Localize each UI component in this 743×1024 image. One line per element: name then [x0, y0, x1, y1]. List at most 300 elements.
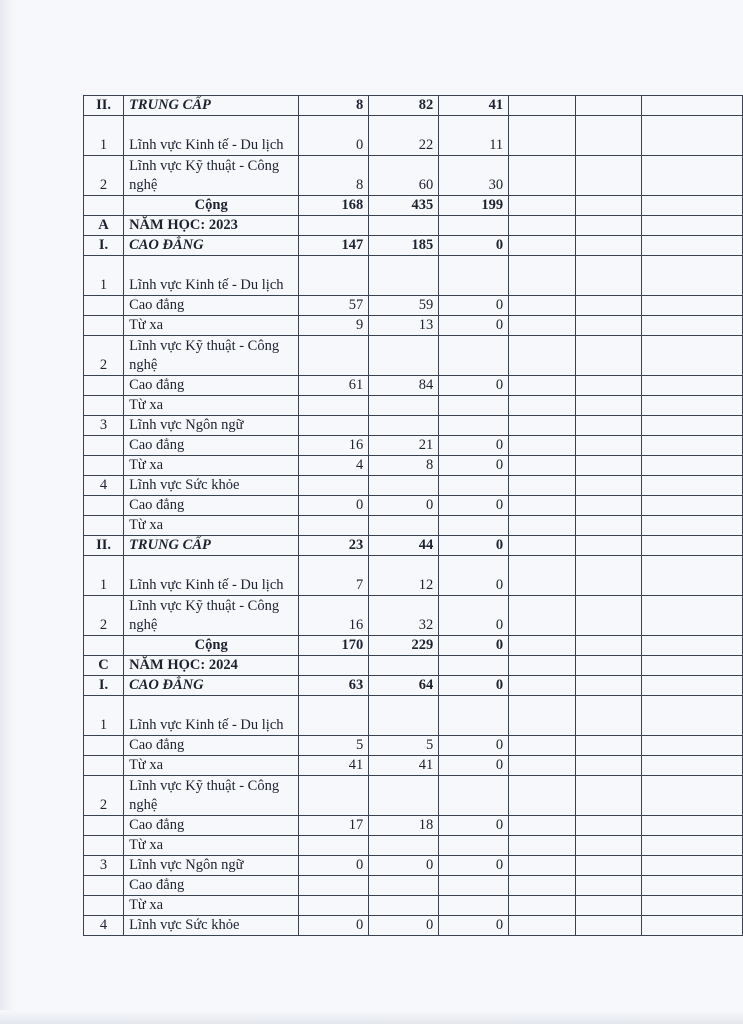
- empty-cell: [642, 596, 743, 636]
- empty-cell: [575, 116, 641, 156]
- table-row: [84, 316, 743, 336]
- value-2-cell: 229: [369, 636, 439, 656]
- value-1-cell: [299, 776, 369, 816]
- empty-cell: [575, 336, 641, 376]
- row-number-cell: I.: [84, 236, 124, 256]
- row-number-cell: 3: [84, 856, 124, 876]
- value-2-cell: [369, 476, 439, 496]
- empty-cell: [575, 916, 641, 936]
- row-label-cell: Từ xa: [124, 316, 299, 336]
- value-2-cell: [369, 836, 439, 856]
- table-row: [84, 696, 743, 736]
- table-row: [84, 896, 743, 916]
- value-3-cell: 0: [439, 556, 509, 596]
- value-2-cell: 21: [369, 436, 439, 456]
- empty-cell: [509, 296, 575, 316]
- empty-cell: [642, 396, 743, 416]
- table-row: [84, 596, 743, 636]
- table-row: [84, 456, 743, 476]
- empty-cell: [575, 496, 641, 516]
- value-3-cell: 0: [439, 436, 509, 456]
- row-label-cell: Từ xa: [124, 456, 299, 476]
- empty-cell: [575, 856, 641, 876]
- table-row: [84, 876, 743, 896]
- empty-cell: [509, 656, 575, 676]
- empty-cell: [642, 836, 743, 856]
- row-number-cell: [84, 736, 124, 756]
- empty-cell: [509, 876, 575, 896]
- row-label-cell: Từ xa: [124, 836, 299, 856]
- row-number-cell: [84, 196, 124, 216]
- value-2-cell: [369, 416, 439, 436]
- empty-cell: [575, 416, 641, 436]
- value-3-cell: 0: [439, 596, 509, 636]
- empty-cell: [509, 696, 575, 736]
- empty-cell: [509, 336, 575, 376]
- value-3-cell: 0: [439, 856, 509, 876]
- value-3-cell: 0: [439, 496, 509, 516]
- empty-cell: [575, 316, 641, 336]
- value-2-cell: 18: [369, 816, 439, 836]
- empty-cell: [642, 816, 743, 836]
- row-number-cell: C: [84, 656, 124, 676]
- table-row: [84, 256, 743, 296]
- table-row: [84, 296, 743, 316]
- empty-cell: [642, 296, 743, 316]
- value-1-cell: [299, 876, 369, 896]
- value-2-cell: 44: [369, 536, 439, 556]
- value-3-cell: 0: [439, 756, 509, 776]
- table-row: [84, 676, 743, 696]
- value-1-cell: 168: [299, 196, 369, 216]
- value-1-cell: 8: [299, 96, 369, 116]
- value-2-cell: [369, 696, 439, 736]
- empty-cell: [509, 216, 575, 236]
- row-number-cell: 1: [84, 696, 124, 736]
- empty-cell: [642, 256, 743, 296]
- value-1-cell: 147: [299, 236, 369, 256]
- row-label-cell: Lĩnh vực Kỹ thuật - Công nghệ: [124, 336, 299, 376]
- row-label-cell: CAO ĐẲNG: [124, 676, 299, 696]
- table-row: [84, 756, 743, 776]
- row-label-cell: NĂM HỌC: 2023: [124, 216, 299, 236]
- empty-cell: [509, 316, 575, 336]
- value-3-cell: [439, 476, 509, 496]
- empty-cell: [642, 636, 743, 656]
- row-number-cell: [84, 296, 124, 316]
- empty-cell: [642, 316, 743, 336]
- row-label-cell: Cao đẳng: [124, 876, 299, 896]
- empty-cell: [575, 456, 641, 476]
- value-1-cell: 9: [299, 316, 369, 336]
- empty-cell: [575, 556, 641, 596]
- row-number-cell: [84, 756, 124, 776]
- empty-cell: [642, 156, 743, 196]
- value-1-cell: 0: [299, 496, 369, 516]
- empty-cell: [575, 296, 641, 316]
- row-label-cell: Cộng: [124, 636, 299, 656]
- empty-cell: [642, 696, 743, 736]
- value-3-cell: 0: [439, 676, 509, 696]
- row-label-cell: TRUNG CẤP: [124, 96, 299, 116]
- empty-cell: [509, 856, 575, 876]
- value-2-cell: [369, 336, 439, 376]
- table-row: [84, 836, 743, 856]
- empty-cell: [642, 516, 743, 536]
- row-label-cell: Cao đẳng: [124, 816, 299, 836]
- table-row: [84, 416, 743, 436]
- table-row: [84, 496, 743, 516]
- value-2-cell: 0: [369, 856, 439, 876]
- empty-cell: [509, 816, 575, 836]
- value-2-cell: [369, 216, 439, 236]
- value-1-cell: 17: [299, 816, 369, 836]
- row-number-cell: [84, 396, 124, 416]
- value-3-cell: [439, 336, 509, 376]
- scan-edge-left: [0, 0, 14, 1024]
- empty-cell: [642, 196, 743, 216]
- value-3-cell: 199: [439, 196, 509, 216]
- table-row: [84, 216, 743, 236]
- row-number-cell: [84, 496, 124, 516]
- table-row: [84, 816, 743, 836]
- value-1-cell: [299, 476, 369, 496]
- empty-cell: [509, 236, 575, 256]
- value-1-cell: 16: [299, 436, 369, 456]
- value-1-cell: 0: [299, 856, 369, 876]
- row-number-cell: [84, 816, 124, 836]
- value-1-cell: [299, 396, 369, 416]
- row-label-cell: Từ xa: [124, 756, 299, 776]
- value-1-cell: [299, 656, 369, 676]
- row-label-cell: Cộng: [124, 196, 299, 216]
- row-label-cell: Lĩnh vực Ngôn ngữ: [124, 856, 299, 876]
- row-number-cell: [84, 636, 124, 656]
- value-2-cell: 84: [369, 376, 439, 396]
- empty-cell: [509, 536, 575, 556]
- empty-cell: [509, 476, 575, 496]
- empty-cell: [575, 436, 641, 456]
- table-row: [84, 196, 743, 216]
- row-label-cell: Lĩnh vực Sức khỏe: [124, 916, 299, 936]
- row-label-cell: Từ xa: [124, 516, 299, 536]
- value-1-cell: [299, 256, 369, 296]
- empty-cell: [575, 536, 641, 556]
- row-number-cell: 3: [84, 416, 124, 436]
- empty-cell: [509, 496, 575, 516]
- row-number-cell: II.: [84, 96, 124, 116]
- table-row: [84, 736, 743, 756]
- row-number-cell: 1: [84, 556, 124, 596]
- value-2-cell: [369, 876, 439, 896]
- value-2-cell: 41: [369, 756, 439, 776]
- value-2-cell: 32: [369, 596, 439, 636]
- empty-cell: [642, 236, 743, 256]
- table-row: [84, 916, 743, 936]
- row-number-cell: A: [84, 216, 124, 236]
- empty-cell: [642, 876, 743, 896]
- value-2-cell: [369, 656, 439, 676]
- value-3-cell: [439, 836, 509, 856]
- row-number-cell: 4: [84, 916, 124, 936]
- row-label-cell: Lĩnh vực Kinh tế - Du lịch: [124, 696, 299, 736]
- table-row: [84, 436, 743, 456]
- empty-cell: [509, 556, 575, 596]
- value-3-cell: [439, 396, 509, 416]
- value-3-cell: 11: [439, 116, 509, 156]
- value-2-cell: 60: [369, 156, 439, 196]
- value-1-cell: 57: [299, 296, 369, 316]
- empty-cell: [642, 756, 743, 776]
- table-row: [84, 96, 743, 116]
- row-label-cell: Từ xa: [124, 896, 299, 916]
- table-row: [84, 656, 743, 676]
- empty-cell: [642, 116, 743, 156]
- value-2-cell: 12: [369, 556, 439, 596]
- empty-cell: [575, 736, 641, 756]
- table-row: [84, 156, 743, 196]
- empty-cell: [509, 896, 575, 916]
- empty-cell: [509, 456, 575, 476]
- empty-cell: [642, 896, 743, 916]
- value-1-cell: 8: [299, 156, 369, 196]
- value-2-cell: 0: [369, 496, 439, 516]
- table-row: [84, 116, 743, 156]
- empty-cell: [642, 476, 743, 496]
- row-label-cell: Lĩnh vực Kinh tế - Du lịch: [124, 556, 299, 596]
- empty-cell: [575, 836, 641, 856]
- empty-cell: [509, 736, 575, 756]
- value-2-cell: 8: [369, 456, 439, 476]
- value-3-cell: 30: [439, 156, 509, 196]
- empty-cell: [509, 836, 575, 856]
- value-3-cell: [439, 216, 509, 236]
- empty-cell: [509, 196, 575, 216]
- enrollment-table-body: [84, 96, 743, 936]
- value-2-cell: [369, 396, 439, 416]
- row-number-cell: [84, 316, 124, 336]
- value-2-cell: 64: [369, 676, 439, 696]
- empty-cell: [509, 636, 575, 656]
- row-label-cell: NĂM HỌC: 2024: [124, 656, 299, 676]
- table-row: [84, 516, 743, 536]
- row-number-cell: [84, 456, 124, 476]
- row-number-cell: 2: [84, 596, 124, 636]
- row-number-cell: I.: [84, 676, 124, 696]
- row-label-cell: Lĩnh vực Kỹ thuật - Công nghệ: [124, 776, 299, 816]
- table-row: [84, 236, 743, 256]
- empty-cell: [575, 816, 641, 836]
- empty-cell: [642, 216, 743, 236]
- row-label-cell: CAO ĐẲNG: [124, 236, 299, 256]
- value-1-cell: [299, 836, 369, 856]
- empty-cell: [509, 396, 575, 416]
- table-row: [84, 636, 743, 656]
- empty-cell: [575, 696, 641, 736]
- value-3-cell: 0: [439, 816, 509, 836]
- empty-cell: [642, 556, 743, 596]
- table-row: [84, 376, 743, 396]
- row-number-cell: [84, 376, 124, 396]
- empty-cell: [642, 496, 743, 516]
- empty-cell: [642, 916, 743, 936]
- value-2-cell: [369, 896, 439, 916]
- empty-cell: [509, 96, 575, 116]
- empty-cell: [509, 156, 575, 196]
- empty-cell: [642, 656, 743, 676]
- value-3-cell: [439, 776, 509, 816]
- value-1-cell: 7: [299, 556, 369, 596]
- row-label-cell: Lĩnh vực Ngôn ngữ: [124, 416, 299, 436]
- value-3-cell: 0: [439, 236, 509, 256]
- empty-cell: [575, 756, 641, 776]
- empty-cell: [575, 476, 641, 496]
- row-label-cell: Cao đẳng: [124, 296, 299, 316]
- value-3-cell: 0: [439, 376, 509, 396]
- table-row: [84, 856, 743, 876]
- enrollment-table: [83, 95, 743, 936]
- empty-cell: [575, 156, 641, 196]
- value-3-cell: [439, 656, 509, 676]
- row-label-cell: Cao đẳng: [124, 496, 299, 516]
- row-number-cell: [84, 836, 124, 856]
- value-3-cell: [439, 516, 509, 536]
- value-3-cell: [439, 896, 509, 916]
- empty-cell: [509, 416, 575, 436]
- empty-cell: [642, 856, 743, 876]
- value-1-cell: 61: [299, 376, 369, 396]
- row-label-cell: Từ xa: [124, 396, 299, 416]
- empty-cell: [575, 896, 641, 916]
- empty-cell: [642, 96, 743, 116]
- empty-cell: [642, 456, 743, 476]
- value-3-cell: [439, 876, 509, 896]
- row-label-cell: Cao đẳng: [124, 376, 299, 396]
- table-row: [84, 776, 743, 816]
- value-3-cell: [439, 256, 509, 296]
- empty-cell: [575, 196, 641, 216]
- row-label-cell: Cao đẳng: [124, 736, 299, 756]
- row-label-cell: TRUNG CẤP: [124, 536, 299, 556]
- value-1-cell: [299, 696, 369, 736]
- row-label-cell: Cao đẳng: [124, 436, 299, 456]
- value-3-cell: 0: [439, 456, 509, 476]
- row-number-cell: 2: [84, 776, 124, 816]
- value-2-cell: 185: [369, 236, 439, 256]
- value-2-cell: [369, 776, 439, 816]
- value-1-cell: 63: [299, 676, 369, 696]
- row-label-cell: Lĩnh vực Kỹ thuật - Công nghệ: [124, 156, 299, 196]
- row-number-cell: 4: [84, 476, 124, 496]
- empty-cell: [642, 676, 743, 696]
- empty-cell: [642, 776, 743, 816]
- value-1-cell: [299, 336, 369, 376]
- empty-cell: [575, 876, 641, 896]
- table-row: [84, 556, 743, 596]
- value-3-cell: 0: [439, 536, 509, 556]
- value-2-cell: [369, 256, 439, 296]
- value-1-cell: 0: [299, 916, 369, 936]
- empty-cell: [509, 596, 575, 636]
- value-3-cell: 0: [439, 636, 509, 656]
- empty-cell: [642, 536, 743, 556]
- value-2-cell: 13: [369, 316, 439, 336]
- value-1-cell: 4: [299, 456, 369, 476]
- value-1-cell: 0: [299, 116, 369, 156]
- empty-cell: [642, 416, 743, 436]
- value-1-cell: [299, 896, 369, 916]
- empty-cell: [575, 96, 641, 116]
- empty-cell: [575, 216, 641, 236]
- empty-cell: [575, 636, 641, 656]
- empty-cell: [575, 256, 641, 296]
- row-number-cell: 2: [84, 156, 124, 196]
- empty-cell: [509, 516, 575, 536]
- empty-cell: [509, 116, 575, 156]
- row-number-cell: II.: [84, 536, 124, 556]
- empty-cell: [509, 676, 575, 696]
- row-number-cell: 2: [84, 336, 124, 376]
- empty-cell: [575, 396, 641, 416]
- table-row: [84, 536, 743, 556]
- row-number-cell: 1: [84, 116, 124, 156]
- value-1-cell: [299, 216, 369, 236]
- value-1-cell: [299, 516, 369, 536]
- empty-cell: [509, 916, 575, 936]
- row-label-cell: Lĩnh vực Kỹ thuật - Công nghệ: [124, 596, 299, 636]
- value-1-cell: 170: [299, 636, 369, 656]
- table-row: [84, 476, 743, 496]
- value-3-cell: 0: [439, 316, 509, 336]
- empty-cell: [509, 776, 575, 816]
- value-3-cell: 0: [439, 916, 509, 936]
- value-1-cell: 23: [299, 536, 369, 556]
- table-row: [84, 336, 743, 376]
- scan-edge-bottom: [0, 1010, 743, 1024]
- value-2-cell: 22: [369, 116, 439, 156]
- value-3-cell: 41: [439, 96, 509, 116]
- empty-cell: [642, 336, 743, 376]
- value-3-cell: [439, 416, 509, 436]
- empty-cell: [509, 256, 575, 296]
- value-1-cell: [299, 416, 369, 436]
- value-2-cell: 5: [369, 736, 439, 756]
- value-1-cell: 41: [299, 756, 369, 776]
- row-number-cell: 1: [84, 256, 124, 296]
- empty-cell: [575, 596, 641, 636]
- empty-cell: [575, 776, 641, 816]
- row-label-cell: Lĩnh vực Sức khỏe: [124, 476, 299, 496]
- value-2-cell: [369, 516, 439, 536]
- value-3-cell: 0: [439, 736, 509, 756]
- empty-cell: [575, 676, 641, 696]
- table-row: [84, 396, 743, 416]
- value-2-cell: 435: [369, 196, 439, 216]
- row-number-cell: [84, 876, 124, 896]
- value-1-cell: 16: [299, 596, 369, 636]
- empty-cell: [575, 656, 641, 676]
- empty-cell: [509, 376, 575, 396]
- row-number-cell: [84, 436, 124, 456]
- empty-cell: [575, 516, 641, 536]
- value-2-cell: 59: [369, 296, 439, 316]
- row-number-cell: [84, 516, 124, 536]
- row-number-cell: [84, 896, 124, 916]
- empty-cell: [642, 376, 743, 396]
- value-2-cell: 82: [369, 96, 439, 116]
- value-3-cell: [439, 696, 509, 736]
- empty-cell: [509, 756, 575, 776]
